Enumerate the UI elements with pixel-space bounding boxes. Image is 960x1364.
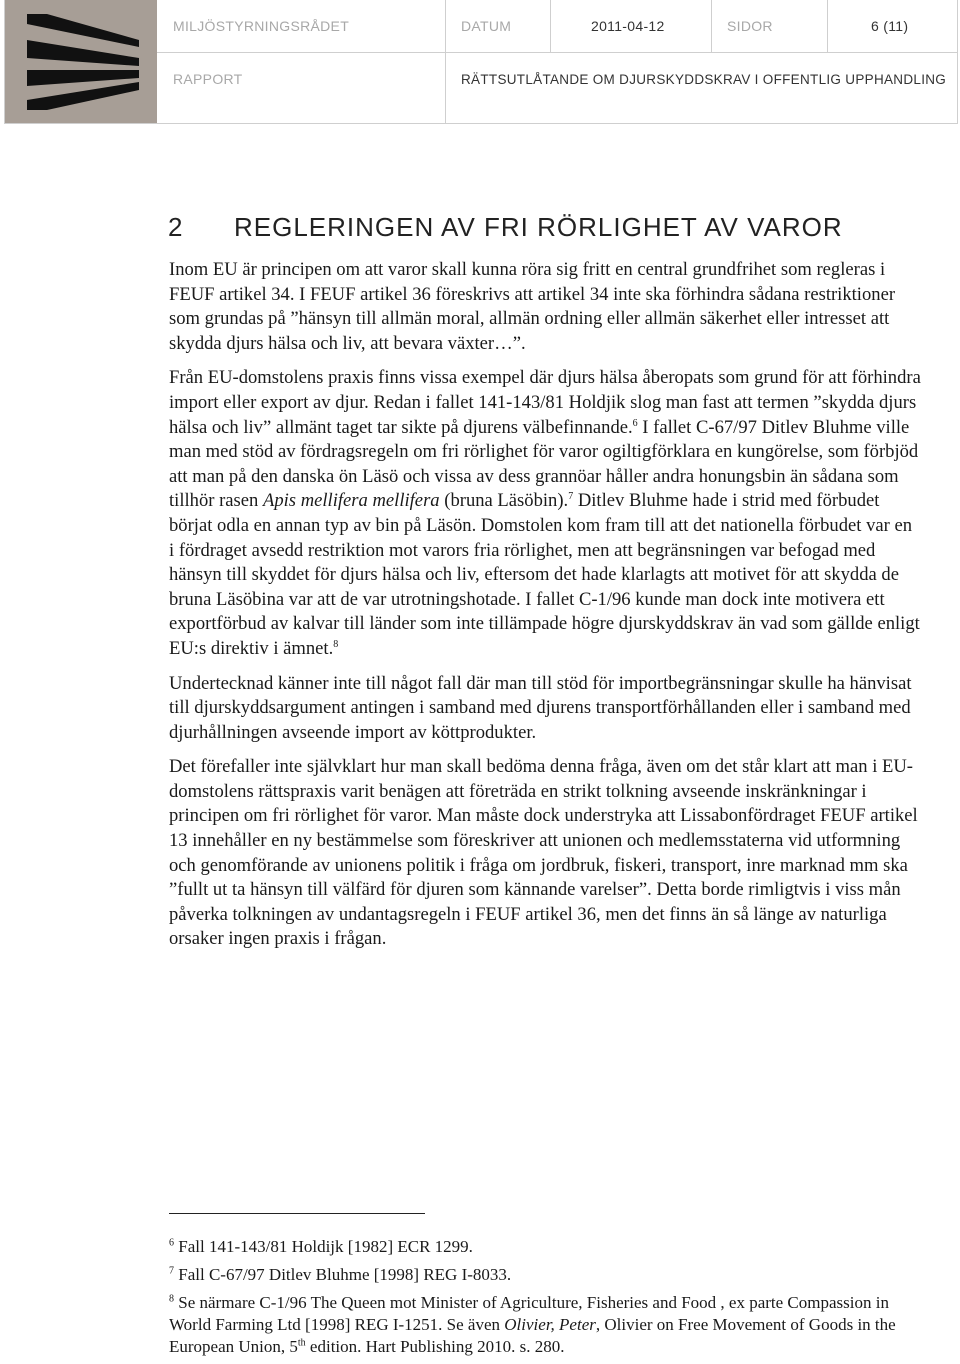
- footnote-author: Olivier, Peter: [504, 1315, 596, 1334]
- species-name: Apis mellifera mellifera: [262, 490, 440, 512]
- doc-type: RAPPORT: [173, 71, 243, 87]
- ordinal-suffix: th: [297, 1337, 306, 1349]
- paragraph-3: Undertecknad känner inte till något fall där man till stöd för importbegränsningar skulle ha hänvisat till djurskyddsargument antingen i samband med djurens transportförhållanden eller i samband med djurhållningen avseende import av köttprodukter.: [169, 672, 912, 743]
- paragraph-2-text: I fallet C-67/97 Ditlev Bluhme ville man med stöd av fördragsregeln om fri rörlighet för varor ogiltigförklara en kungörelse, som förbjöd att man på den danska ön Läsö och vissa av dess grannöar håller andra honungsbin än sådana som tillhör rasen: [169, 416, 919, 512]
- footnote-text: Se närmare C-1/96 The Queen mot Minister of Agriculture, Fisheries and Food , ex parte Compassion in World Farming Ltd [1998] REG I-1251. Se även: [169, 1293, 889, 1334]
- document-header: [4, 0, 958, 124]
- date-value: 2011-04-12: [591, 18, 665, 34]
- org-name: MILJÖSTYRNINGSRÅDET: [173, 18, 350, 34]
- chevron-logo-icon: [5, 0, 157, 123]
- footnote-number: 6: [169, 1237, 174, 1249]
- footnote-ref-8[interactable]: 8: [333, 638, 339, 650]
- footnote-text: Fall C-67/97 Ditlev Bluhme [1998] REG I-8033.: [174, 1265, 512, 1284]
- footnote-number: 8: [169, 1293, 174, 1305]
- paragraph-2: [169, 366, 921, 661]
- footnote-text: , Olivier on Free Movement of Goods in the European Union, 5: [169, 1315, 896, 1356]
- body-text: [169, 258, 921, 962]
- section-number: 2: [168, 212, 184, 242]
- footnote-text: Fall 141-143/81 Holdijk [1982] ECR 1299.: [174, 1237, 473, 1256]
- paragraph-1: Inom EU är principen om att varor skall kunna röra sig fritt en central grundfrihet som regleras i FEUF artikel 34. I FEUF artikel 36 föreskrivs att artikel 34 inte ska förhindra sådana restriktioner som grundas på ”hänsyn till allmän moral, allmän ordning eller allmän säkerhet eller intresset att skydda djurs hälsa och liv, att bevara växter…”.: [169, 259, 896, 354]
- pages-label: SIDOR: [727, 18, 773, 34]
- footnote-divider: [169, 1213, 425, 1214]
- footnote-7: [169, 1264, 921, 1286]
- footnote-ref-7[interactable]: 7: [568, 491, 574, 503]
- paragraph-2-text: (bruna Läsöbin).: [439, 490, 569, 512]
- section-title: REGLERINGEN AV FRI RÖRLIGHET AV VAROR: [234, 212, 843, 242]
- logo: [5, 0, 157, 123]
- paragraph-4: Det förefaller inte självklart hur man skall bedöma denna fråga, även om det står klart att man i EU-domstolens rättspraxis varit benägen att företräda en strikt tolkning avseende inskränkningar i principen om fri rörlighet för varor. Man måste dock understryka att Lissabonfördraget FEUF artikel 13 innehåller en ny bestämmelse som föreskriver att unionen och medlemsstaterna vid utformning och genomförande av unionens politik i fråga om jordbruk, fiskeri, transport, inre marknad mm ska ”fullt ut ta hänsyn till välfärd för djuren som kännande varelser”. Detta borde rimligtvis i viss mån påverka tolkningen av undantagsregeln i FEUF artikel 36, men det finns än så länge av naturliga orsaker ingen praxis i frågan.: [169, 756, 918, 950]
- doc-title: RÄTTSUTLÅTANDE OM DJURSKYDDSKRAV I OFFENTLIG UPPHANDLING: [461, 71, 947, 87]
- paragraph-2-text: Från EU-domstolens praxis finns vissa exempel där djurs hälsa åberopats som grund för att förhindra import eller export av djur. Redan i fallet 141-143/81 Holdjik slog man fast att termen ”skydda djurs hälsa och liv” allmänt taget tar sikte på djurens välbefinnande.: [169, 367, 921, 438]
- footnotes: [169, 1236, 921, 1364]
- footnote-number: 7: [169, 1265, 174, 1277]
- pages-value: 6 (11): [871, 18, 909, 34]
- paragraph-2-text: Ditlev Bluhme hade i strid med förbudet börjat odla en annan typ av bin på Läsön. Domstolen kom fram till att det nationella förbudet var en i fördraget avsedd restriktion mot varors fria rörlighet, men att begränsningen var befogad med hänsyn till skyddet för djurs hälsa och liv, eftersom det hade klarlagts att motivet för att skydda de bruna Läsöbina var att de var utrotningshotade. I fallet C-1/96 kunde man dock inte motivera ett exportförbud av kalvar till länder som inte tillämpade högre djurskyddskrav än vad som gällde enligt EU:s direktiv i ämnet.: [169, 490, 920, 659]
- footnote-8: [169, 1292, 921, 1358]
- footnote-text: edition. Hart Publishing 2010. s. 280.: [305, 1337, 565, 1356]
- date-label: DATUM: [461, 18, 512, 34]
- footnote-6: [169, 1236, 921, 1258]
- footnote-ref-6[interactable]: 6: [632, 417, 638, 429]
- section-heading: [168, 212, 928, 243]
